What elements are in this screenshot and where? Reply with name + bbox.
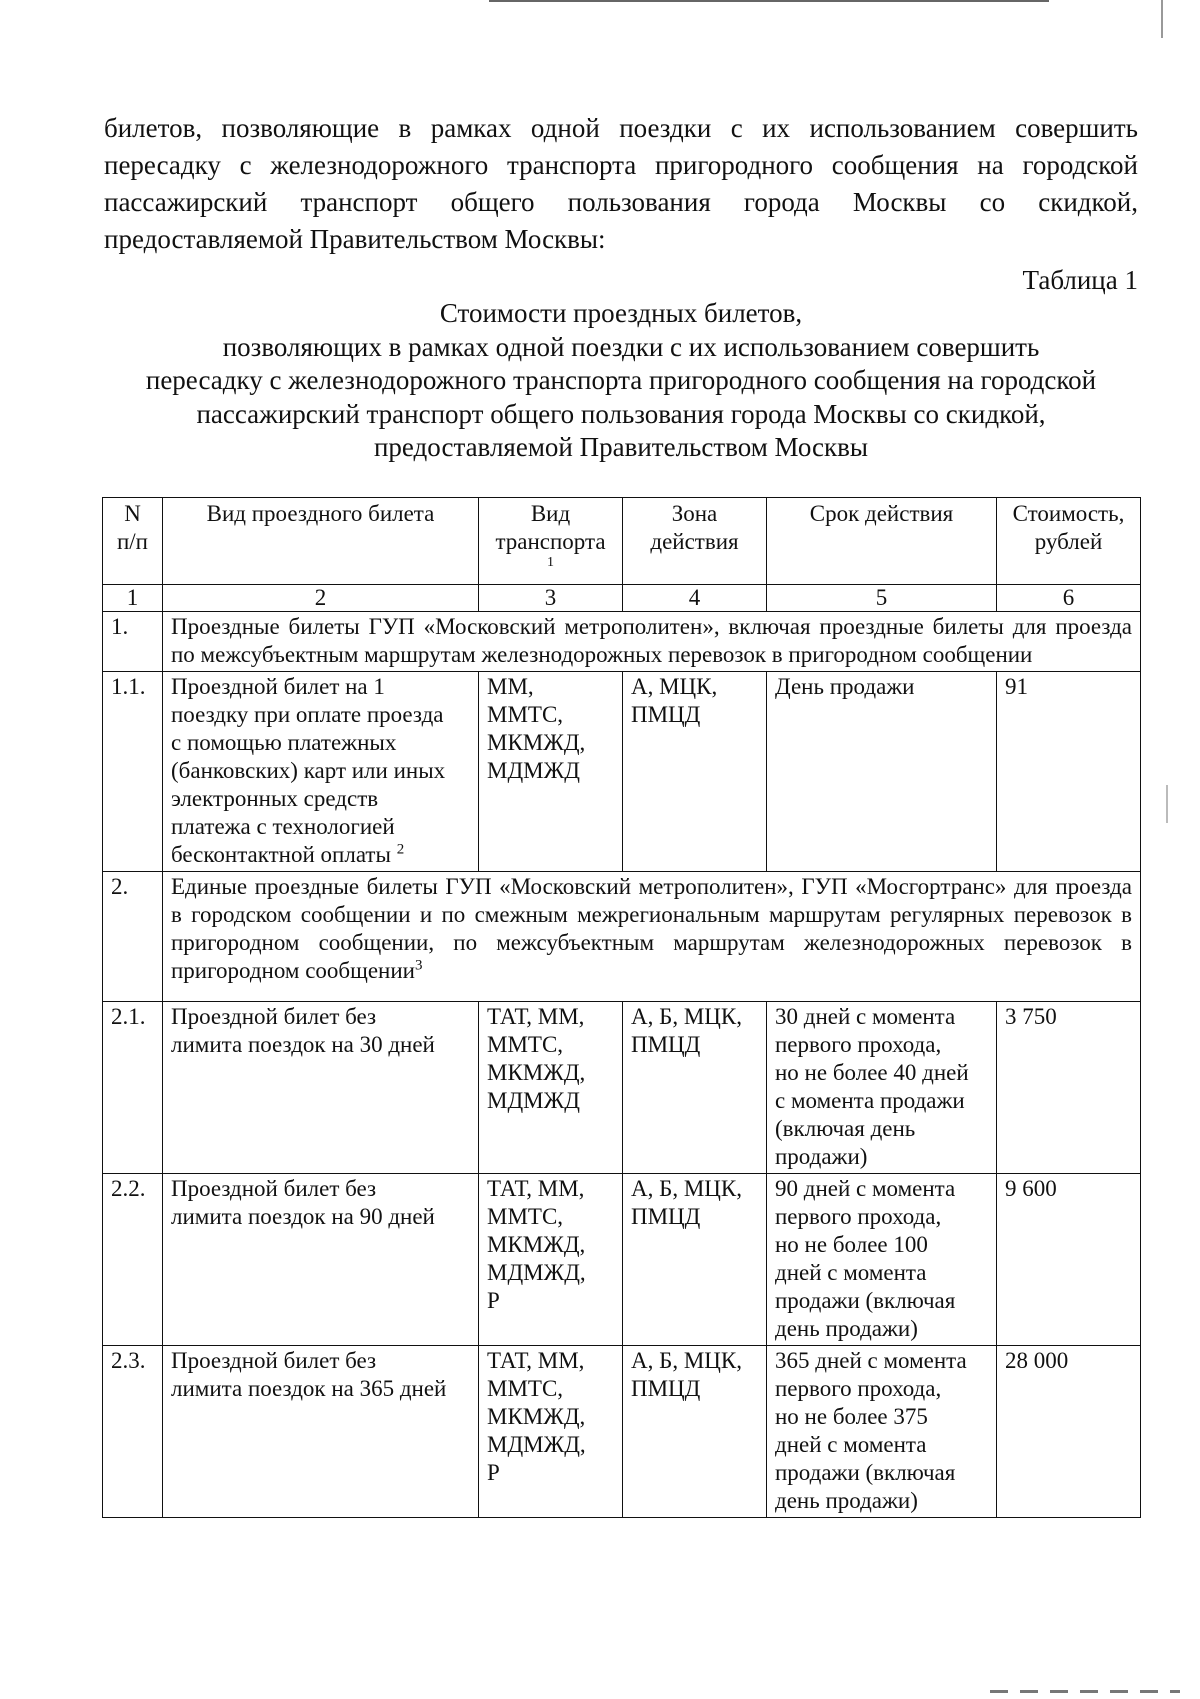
- zone-cell: [623, 1174, 767, 1346]
- ticket-type-cell: [163, 1002, 479, 1174]
- cell-line: лимита поездок на 365 дней: [171, 1376, 447, 1401]
- validity-cell: [767, 672, 997, 872]
- cell-line: МДМЖД,: [487, 1260, 586, 1285]
- row-number: 1.: [103, 612, 163, 672]
- cell-line: А, Б, МЦК,: [631, 1004, 742, 1029]
- intro-paragraph: [104, 110, 1138, 258]
- cell-line: 90 дней с момента: [775, 1176, 956, 1201]
- header-transport-line: Вид: [530, 501, 571, 526]
- cell-line: первого прохода,: [775, 1204, 942, 1229]
- cell-line: день продажи): [775, 1488, 918, 1513]
- column-number: 4: [623, 585, 767, 612]
- cell-line: ПМЦД: [631, 702, 701, 727]
- column-number: 2: [163, 585, 479, 612]
- header-num: [103, 498, 163, 585]
- column-number: 6: [997, 585, 1141, 612]
- header-zone-line: действия: [650, 529, 739, 554]
- table-row: [103, 672, 1141, 872]
- cell-line: ПМЦД: [631, 1032, 701, 1057]
- cell-line: первого прохода,: [775, 1376, 942, 1401]
- cell-line: первого прохода,: [775, 1032, 942, 1057]
- cell-line: бесконтактной оплаты: [171, 842, 391, 867]
- cell-line: МДМЖД: [487, 1088, 580, 1113]
- cell-line: дней с момента: [775, 1432, 927, 1457]
- row-number: 2.2.: [103, 1174, 163, 1346]
- caption-line: пересадку с железнодорожного транспорта пригородного сообщения на городской: [145, 365, 1097, 395]
- footnote-ref: 2: [396, 841, 405, 858]
- cell-line: А, Б, МЦК,: [631, 1348, 742, 1373]
- cell-line: Р: [487, 1288, 500, 1313]
- row-number: 2.1.: [103, 1002, 163, 1174]
- cell-line: ММТС,: [487, 1032, 564, 1057]
- ticket-type-cell: [163, 1346, 479, 1518]
- cell-line: ММТС,: [487, 1376, 564, 1401]
- scan-edge-mark: [1161, 0, 1163, 38]
- cell-line: поездку при оплате проезда: [171, 702, 444, 727]
- section-text: Единые проездные билеты ГУП «Московский метрополитен», ГУП «Мосгортранс» для проезда в городском сообщении и по смежным межрегиональным маршрутам регулярных перевозок в пригородном сообщении, по межсубъектным маршрутам железнодорожных перевозок в пригородном сообщении: [171, 874, 1132, 983]
- footnote-ref: 1: [547, 555, 554, 570]
- transport-cell: [479, 1002, 623, 1174]
- cell-line: Проездной билет без: [171, 1004, 377, 1029]
- cell-line: лимита поездок на 90 дней: [171, 1204, 435, 1229]
- cell-line: А, МЦК,: [631, 674, 718, 699]
- cell-line: ТАТ, ММ,: [487, 1176, 585, 1201]
- table-row: [103, 1346, 1141, 1518]
- cell-line: МКМЖД,: [487, 1060, 586, 1085]
- column-number-row: [103, 585, 1141, 612]
- cell-line: ММ,: [487, 674, 534, 699]
- cell-line: продажи (включая: [775, 1288, 956, 1313]
- price-cell: 3 750: [997, 1002, 1141, 1174]
- cell-line: ММТС,: [487, 1204, 564, 1229]
- row-number: 1.1.: [103, 672, 163, 872]
- ticket-price-table: [102, 497, 1141, 1518]
- cell-line: День продажи: [775, 674, 915, 699]
- cell-line: но не более 40 дней: [775, 1060, 969, 1085]
- validity-cell: [767, 1174, 997, 1346]
- validity-cell: [767, 1002, 997, 1174]
- cell-line: с момента продажи: [775, 1088, 965, 1113]
- cell-line: МДМЖД: [487, 758, 580, 783]
- cell-line: МКМЖД,: [487, 1232, 586, 1257]
- cell-line: МДМЖД,: [487, 1432, 586, 1457]
- intro-text: билетов, позволяющие в рамках одной поездки с их использованием совершить пересадку с железнодорожного транспорта пригородного сообщения на городской пассажирский транспорт общего пользования города Москвы со скидкой, предоставляемой Правительством Москвы:: [104, 113, 1138, 254]
- table-caption: [104, 297, 1138, 465]
- ticket-type-cell: [163, 672, 479, 872]
- section-cell: [163, 872, 1141, 1002]
- footnote-ref: 3: [414, 957, 423, 974]
- header-transport-line: транспорта: [495, 529, 606, 554]
- header-price: [997, 498, 1141, 585]
- column-number: 5: [767, 585, 997, 612]
- header-validity: Срок действия: [767, 498, 997, 585]
- price-cell: 28 000: [997, 1346, 1141, 1518]
- caption-line: предоставляемой Правительством Москвы: [373, 432, 869, 462]
- cell-line: МКМЖД,: [487, 1404, 586, 1429]
- cell-line: Проездной билет на 1: [171, 674, 385, 699]
- transport-cell: [479, 672, 623, 872]
- cell-line: день продажи): [775, 1316, 918, 1341]
- zone-cell: [623, 672, 767, 872]
- caption-line: позволяющих в рамках одной поездки с их использованием совершить: [222, 331, 1040, 362]
- header-ticket-type: Вид проездного билета: [163, 498, 479, 585]
- cell-line: ПМЦД: [631, 1204, 701, 1229]
- header-transport: [479, 498, 623, 585]
- table-row: [103, 1002, 1141, 1174]
- cell-line: дней с момента: [775, 1260, 927, 1285]
- cell-line: Р: [487, 1460, 500, 1485]
- caption-line: Стоимости проездных билетов,: [439, 298, 803, 328]
- ticket-type-cell: [163, 1174, 479, 1346]
- cell-line: ТАТ, ММ,: [487, 1004, 585, 1029]
- header-num-line: п/п: [116, 529, 148, 554]
- column-number: 3: [479, 585, 623, 612]
- transport-cell: [479, 1174, 623, 1346]
- table-number: Таблица 1: [1022, 265, 1138, 295]
- header-row: [103, 498, 1141, 585]
- cell-line: лимита поездок на 30 дней: [171, 1032, 435, 1057]
- cell-line: но не более 375: [775, 1404, 928, 1429]
- zone-cell: [623, 1002, 767, 1174]
- cell-line: платежа с технологией: [171, 814, 395, 839]
- cell-line: продажи (включая: [775, 1460, 956, 1485]
- section-text: Проездные билеты ГУП «Московский метрополитен», включая проездные билеты для проезда по межсубъектным маршрутам железнодорожных перевозок в пригородном сообщении: [163, 612, 1141, 672]
- price-cell: 9 600: [997, 1174, 1141, 1346]
- header-num-line: N: [124, 501, 141, 526]
- scan-bottom-noise: [990, 1690, 1180, 1693]
- zone-cell: [623, 1346, 767, 1518]
- cell-line: 365 дней с момента: [775, 1348, 967, 1373]
- caption-line: пассажирский транспорт общего пользования города Москвы со скидкой,: [196, 398, 1046, 429]
- cell-line: (банковских) карт или иных: [171, 758, 446, 783]
- cell-line: ПМЦД: [631, 1376, 701, 1401]
- scan-top-line: [489, 0, 1049, 2]
- cell-line: ММТС,: [487, 702, 564, 727]
- cell-line: ТАТ, ММ,: [487, 1348, 585, 1373]
- cell-line: продажи): [775, 1144, 868, 1169]
- validity-cell: [767, 1346, 997, 1518]
- cell-line: электронных средств: [171, 786, 379, 811]
- transport-cell: [479, 1346, 623, 1518]
- header-zone-line: Зона: [671, 501, 718, 526]
- table-row: [103, 1174, 1141, 1346]
- scan-margin-mark: [1166, 785, 1168, 823]
- column-number: 1: [103, 585, 163, 612]
- cell-line: Проездной билет без: [171, 1176, 377, 1201]
- header-zone: [623, 498, 767, 585]
- cell-line: Проездной билет без: [171, 1348, 377, 1373]
- price-cell: 91: [997, 672, 1141, 872]
- cell-line: А, Б, МЦК,: [631, 1176, 742, 1201]
- row-number: 2.: [103, 872, 163, 1002]
- header-price-line: Стоимость,: [1012, 501, 1125, 526]
- section-row: [103, 872, 1141, 1002]
- section-row: [103, 612, 1141, 672]
- cell-line: (включая день: [775, 1116, 916, 1141]
- header-price-line: рублей: [1034, 529, 1103, 554]
- cell-line: но не более 100: [775, 1232, 928, 1257]
- cell-line: МКМЖД,: [487, 730, 586, 755]
- cell-line: с помощью платежных: [171, 730, 397, 755]
- cell-line: 30 дней с момента: [775, 1004, 956, 1029]
- row-number: 2.3.: [103, 1346, 163, 1518]
